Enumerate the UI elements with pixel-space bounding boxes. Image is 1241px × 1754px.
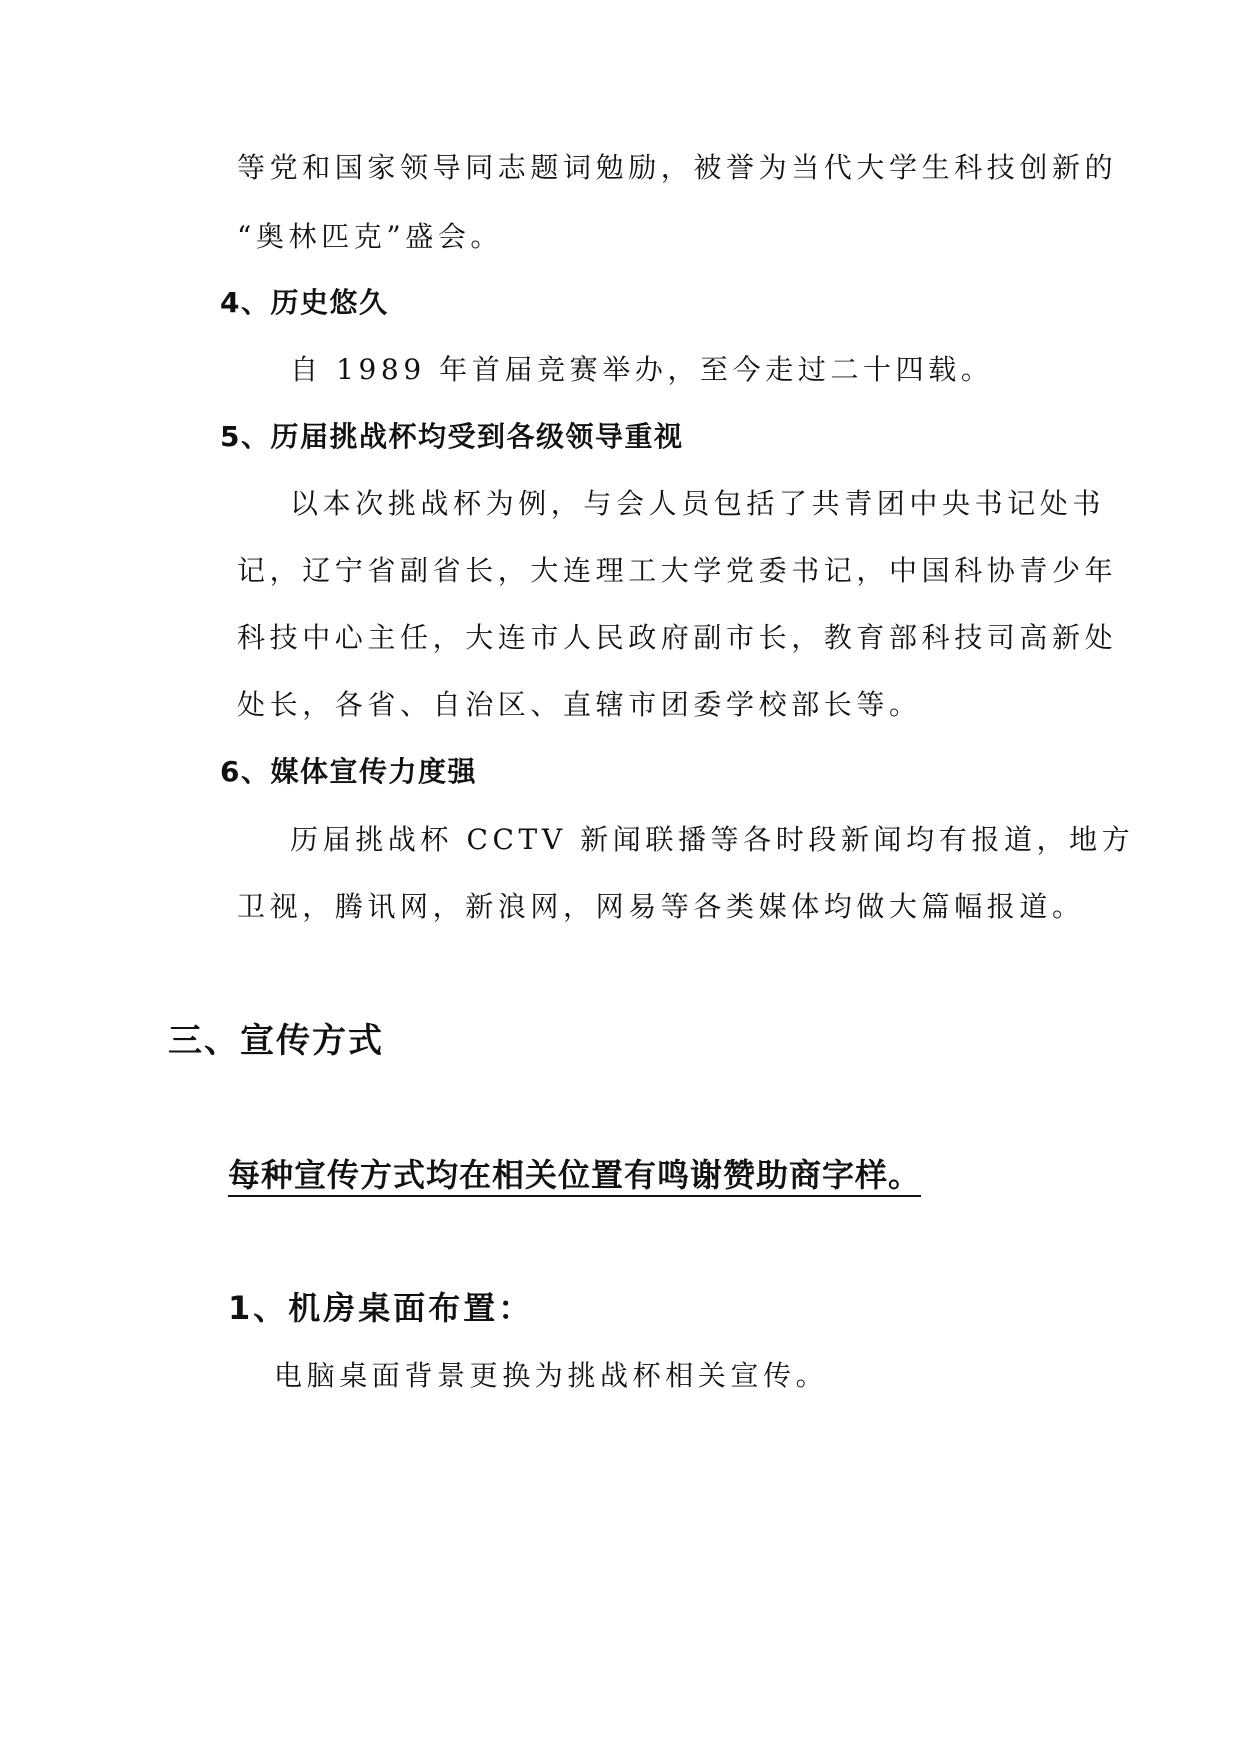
point-heading: 5、历届挑战杯均受到各级领导重视 (220, 420, 684, 453)
section-title: 三、宣传方式 (168, 1021, 384, 1061)
paragraph-line: 以本次挑战杯为例，与会人员包括了共青团中央书记处书 (290, 487, 1106, 520)
paragraph-line: 科技中心主任，大连市人民政府副市长，教育部科技司高新处 (237, 621, 1118, 654)
point-heading: 6、媒体宣传力度强 (220, 755, 477, 788)
paragraph-line: 卫视，腾讯网，新浪网，网易等各类媒体均做大篇幅报道。 (237, 890, 1085, 923)
paragraph-line: 历届挑战杯 CCTV 新闻联播等各时段新闻均有报道，地方 (290, 823, 1135, 856)
paragraph-line: 记，辽宁省副省长，大连理工大学党委书记，中国科协青少年 (237, 554, 1118, 587)
paragraph-line: 处长，各省、自治区、直辖市团委学校部长等。 (237, 688, 922, 721)
sponsor-notice: 每种宣传方式均在相关位置有鸣谢赞助商字样。 (228, 1159, 921, 1197)
item-heading: 1、机房桌面布置： (228, 1289, 534, 1327)
point-heading: 4、历史悠久 (220, 286, 389, 319)
paragraph-line: 自 1989 年首届竞赛举办，至今走过二十四载。 (290, 353, 994, 386)
paragraph-line: “奥林匹克”盛会。 (237, 220, 504, 253)
paragraph-line: 等党和国家领导同志题词勉励，被誉为当代大学生科技创新的 (237, 151, 1118, 184)
paragraph-line: 电脑桌面背景更换为挑战杯相关宣传。 (274, 1359, 829, 1392)
